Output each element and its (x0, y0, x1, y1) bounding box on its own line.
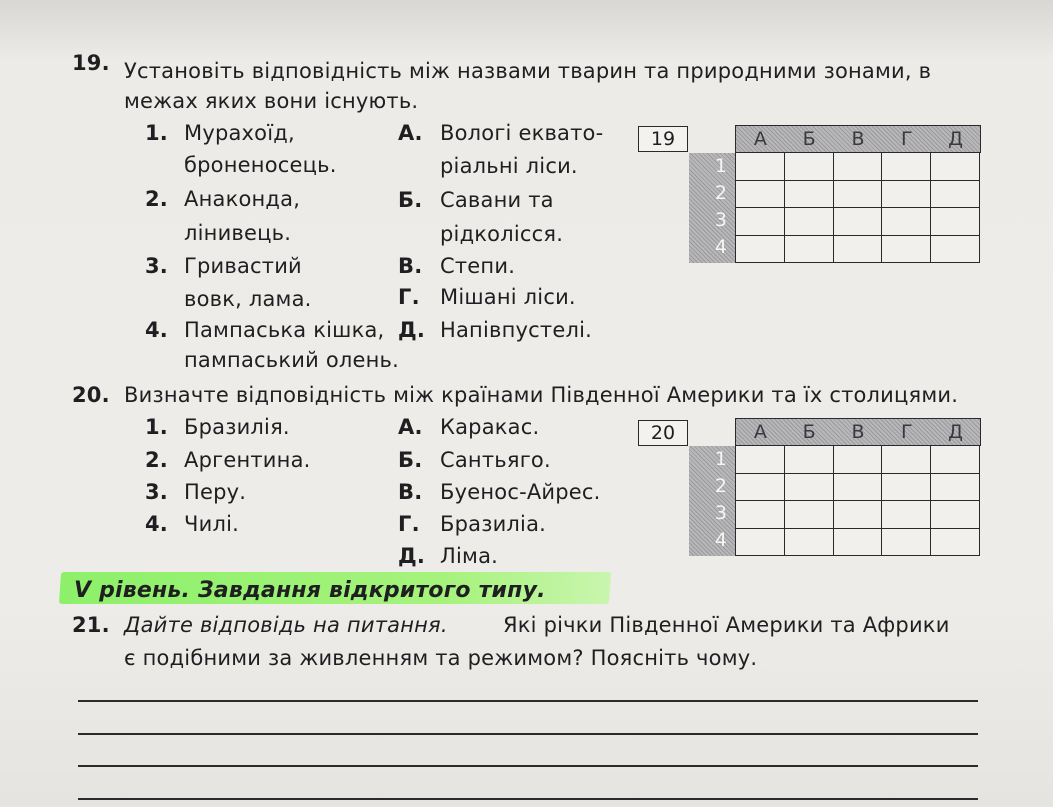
q20-capital-v-name: Буенос-Айрес. (440, 480, 601, 504)
answer-cell[interactable] (785, 446, 834, 474)
answer-cell[interactable] (882, 529, 931, 557)
q19-zone-d-letter: Д. (398, 318, 426, 342)
answer-cell[interactable] (834, 474, 883, 502)
q20-grid-row-4: 4 (714, 529, 727, 551)
answer-cell[interactable] (785, 153, 834, 181)
q19-animal-4-line1: Пампаська кішка, (184, 318, 385, 342)
q20-grid-col-a: А (753, 421, 767, 443)
q20-capital-g-name: Бразиліа. (440, 512, 547, 536)
q19-zone-g-letter: Г. (398, 285, 420, 309)
question-19-text-line1: Установіть відповідність між назвами тварин та природними зонами, в (124, 59, 932, 83)
q19-zone-v-letter: В. (398, 254, 423, 278)
q19-grid-col-v: В (851, 128, 865, 150)
q20-country-4-name: Чилі. (184, 512, 239, 536)
answer-cell[interactable] (785, 529, 834, 557)
question-19-text-line2: межах яких вони існують. (124, 89, 419, 113)
q19-animal-2-number: 2. (145, 187, 168, 211)
q20-country-4-number: 4. (145, 512, 168, 536)
q19-zone-b-line2: рідколісся. (440, 222, 564, 246)
answer-line[interactable] (78, 733, 978, 735)
q20-grid-header (735, 418, 981, 446)
q19-zone-v-line1: Степи. (440, 254, 516, 278)
question-20-text: Визначте відповідність між країнами Південної Америки та їх столицями. (124, 383, 959, 407)
answer-cell[interactable] (882, 446, 931, 474)
q19-animal-3-line1: Гривастий (184, 254, 302, 278)
q19-grid-col-d: Д (948, 128, 963, 150)
q19-zone-a-line2: ріальні ліси. (440, 154, 578, 178)
q20-grid-col-b: Б (802, 421, 816, 443)
q19-grid-col-b: Б (802, 128, 816, 150)
q20-grid-label: 20 (638, 420, 688, 446)
answer-cell[interactable] (834, 181, 883, 209)
answer-cell[interactable] (736, 446, 785, 474)
question-21-number: 21. (72, 613, 110, 637)
q19-animal-2-line1: Анаконда, (184, 187, 301, 211)
q20-grid-col-g: Г (900, 421, 913, 443)
answer-line[interactable] (78, 700, 978, 702)
q19-animal-4-number: 4. (145, 318, 168, 342)
q19-grid-header (735, 125, 981, 153)
q19-grid-rows (689, 153, 735, 263)
q19-zone-b-letter: Б. (398, 188, 423, 212)
q19-zone-b-line1: Савани та (440, 188, 554, 212)
q19-animal-2-line2: лінивець. (184, 221, 292, 245)
q19-animal-1-line2: броненосець. (184, 153, 337, 177)
q19-grid-row-2: 2 (714, 182, 727, 204)
answer-cell[interactable] (785, 501, 834, 529)
q20-country-3-number: 3. (145, 480, 168, 504)
q20-answer-cells[interactable] (735, 445, 980, 556)
answer-line[interactable] (78, 765, 978, 767)
answer-cell[interactable] (931, 236, 980, 264)
answer-cell[interactable] (736, 153, 785, 181)
q20-country-1-number: 1. (145, 415, 168, 439)
question-21-text-line1: Які річки Південної Америки та Африки (503, 613, 950, 637)
answer-cell[interactable] (882, 474, 931, 502)
answer-cell[interactable] (785, 236, 834, 264)
q20-capital-b-letter: Б. (398, 448, 423, 472)
q19-zone-a-letter: А. (398, 121, 423, 145)
q19-grid-row-3: 3 (714, 209, 727, 231)
answer-cell[interactable] (785, 474, 834, 502)
answer-cell[interactable] (834, 208, 883, 236)
answer-cell[interactable] (882, 153, 931, 181)
q20-grid-col-v: В (851, 421, 865, 443)
q20-grid-row-2: 2 (714, 475, 727, 497)
answer-cell[interactable] (882, 501, 931, 529)
q19-animal-4-line2: пампаський олень. (184, 348, 399, 372)
q19-animal-1-number: 1. (145, 121, 168, 145)
q20-capital-g-letter: Г. (398, 512, 420, 536)
q19-grid-row-4: 4 (714, 236, 727, 258)
answer-cell[interactable] (834, 446, 883, 474)
q20-grid-row-1: 1 (714, 448, 727, 470)
q20-capital-a-letter: А. (398, 415, 423, 439)
q19-animal-3-line2: вовк, лама. (184, 287, 312, 311)
level5-heading: V рівень. Завдання відкритого типу. (74, 578, 546, 603)
q20-grid-row-3: 3 (714, 502, 727, 524)
answer-cell[interactable] (736, 236, 785, 264)
q20-country-1-name: Бразилія. (184, 415, 290, 439)
answer-cell[interactable] (882, 208, 931, 236)
answer-cell[interactable] (882, 236, 931, 264)
answer-cell[interactable] (834, 153, 883, 181)
q20-capital-a-name: Каракас. (440, 415, 540, 439)
q19-animal-3-number: 3. (145, 254, 168, 278)
q20-grid-col-d: Д (948, 421, 963, 443)
answer-cell[interactable] (736, 529, 785, 557)
question-21-text-line2: є подібними за живленням та режимом? Поясніть чому. (124, 646, 758, 670)
q20-country-2-number: 2. (145, 448, 168, 472)
question-19-number: 19. (72, 51, 110, 75)
answer-line[interactable] (78, 798, 978, 800)
q20-grid-rows (689, 446, 735, 556)
answer-cell[interactable] (834, 236, 883, 264)
q19-answer-cells[interactable] (735, 152, 980, 263)
answer-cell[interactable] (931, 501, 980, 529)
q19-zone-d-line1: Напівпустелі. (440, 318, 592, 342)
q19-grid-row-1: 1 (714, 155, 727, 177)
answer-cell[interactable] (834, 529, 883, 557)
q20-capital-d-letter: Д. (398, 544, 426, 568)
q20-country-2-name: Аргентина. (184, 448, 311, 472)
answer-cell[interactable] (931, 474, 980, 502)
answer-cell[interactable] (931, 181, 980, 209)
q20-country-3-name: Перу. (184, 480, 247, 504)
answer-cell[interactable] (931, 529, 980, 557)
answer-cell[interactable] (785, 208, 834, 236)
answer-cell[interactable] (785, 181, 834, 209)
answer-cell[interactable] (882, 181, 931, 209)
answer-cell[interactable] (736, 501, 785, 529)
answer-cell[interactable] (736, 208, 785, 236)
q19-grid-col-a: А (753, 128, 767, 150)
q19-grid-label: 19 (638, 126, 688, 152)
q19-grid-col-g: Г (900, 128, 913, 150)
q19-animal-1-line1: Мурахоїд, (184, 121, 295, 145)
answer-cell[interactable] (931, 153, 980, 181)
q20-capital-d-name: Ліма. (440, 544, 499, 568)
q20-capital-v-letter: В. (398, 480, 423, 504)
question-20-number: 20. (72, 383, 110, 407)
q19-zone-g-line1: Мішані ліси. (440, 285, 576, 309)
answer-cell[interactable] (736, 474, 785, 502)
answer-cell[interactable] (931, 446, 980, 474)
answer-cell[interactable] (834, 501, 883, 529)
question-21-prompt: Дайте відповідь на питання. (124, 613, 448, 637)
answer-cell[interactable] (736, 181, 785, 209)
q19-zone-a-line1: Вологі еквато- (440, 121, 604, 145)
q20-capital-b-name: Сантьяго. (440, 448, 551, 472)
answer-cell[interactable] (931, 208, 980, 236)
